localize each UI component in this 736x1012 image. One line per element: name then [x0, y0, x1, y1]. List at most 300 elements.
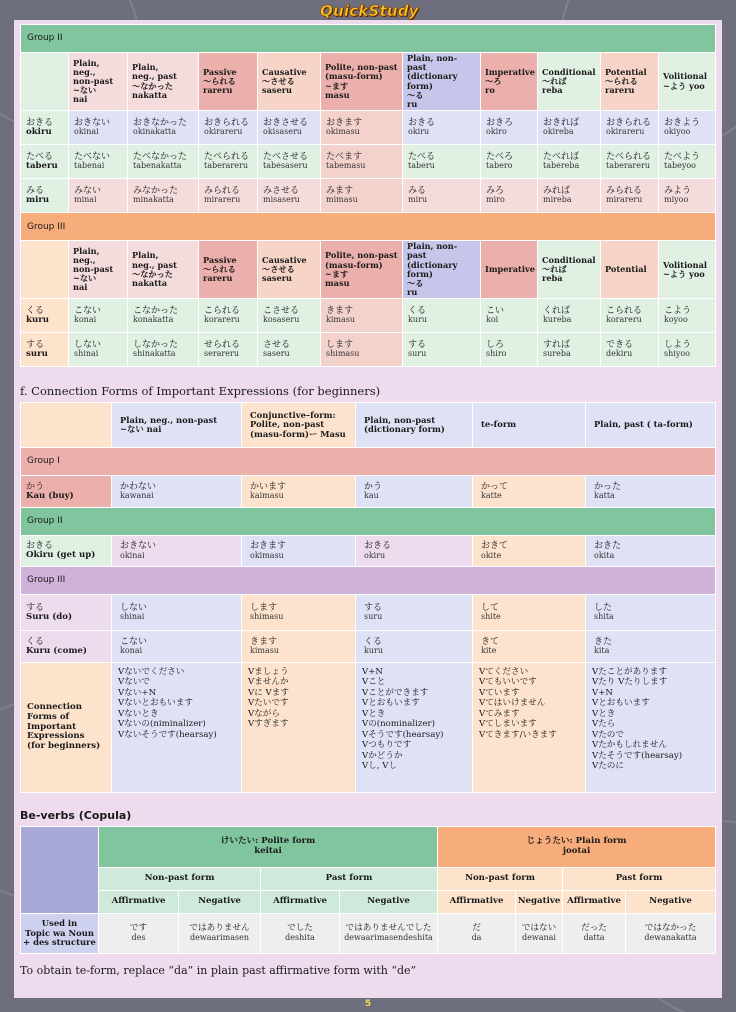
kana: でした: [287, 923, 313, 934]
verb-romaji: Suru (do): [26, 611, 73, 622]
verb-cell: [21, 299, 69, 333]
conjugation-cell: [481, 333, 538, 367]
kana: たべよう: [664, 152, 701, 163]
kana: します: [250, 602, 278, 613]
be-value-cell: [99, 914, 179, 954]
cf-header-1: [242, 403, 356, 448]
kana: くる: [408, 306, 427, 317]
form-header-9: [659, 241, 716, 299]
kana: くれば: [543, 306, 571, 317]
expression-line: Vてはいけません: [479, 698, 546, 709]
header-line: Plain, neg., non-past: [120, 414, 218, 425]
kana: おきない: [120, 541, 157, 552]
form-header-4: [321, 53, 403, 111]
kana: こない: [74, 306, 102, 317]
kana: たべない: [74, 152, 111, 163]
cf-header-3: [473, 403, 586, 448]
romaji: kosaseru: [263, 315, 300, 325]
expression-line: Vとき: [592, 708, 616, 719]
expression-line: Vそうです(hearsay): [362, 729, 444, 740]
romaji: kureba: [543, 315, 572, 325]
plain-form-header: じょうたい: Plain form jootai: [438, 827, 716, 868]
conjugation-cell: [128, 299, 199, 333]
header-line: ru: [407, 287, 418, 298]
header-line: Plain,: [132, 250, 159, 261]
form-header-0: [69, 53, 128, 111]
polite-past-aff: Affirmative: [261, 891, 340, 914]
conjugation-cell: [69, 333, 128, 367]
kana: せられる: [204, 340, 241, 351]
be-verbs-title: Be-verbs (Copula): [20, 809, 132, 822]
cf-verb-cell: [21, 595, 112, 631]
kana: おきます: [326, 118, 363, 129]
kana: おきる: [408, 118, 436, 129]
connection-forms-cell: [473, 663, 586, 793]
header-line: 〜なかった: [132, 268, 173, 279]
verb-kana: する: [26, 602, 45, 613]
expression-line: Vたのに: [592, 761, 624, 772]
plain-past-header: Past form: [563, 868, 716, 891]
form-header-7: [538, 241, 601, 299]
romaji: sureba: [543, 349, 571, 359]
expression-line: Vたそうです(hearsay): [592, 750, 683, 761]
romaji: kita: [594, 646, 610, 656]
romaji: shinai: [74, 349, 99, 359]
romaji: korareru: [606, 315, 642, 325]
cf-form-cell: [112, 631, 242, 663]
romaji: des: [131, 932, 146, 942]
conjugation-cell: [128, 111, 199, 145]
header-line: 〜る: [407, 89, 424, 100]
conjugation-cell: [403, 179, 481, 213]
verb-cell: [21, 179, 69, 213]
kana: みない: [74, 186, 102, 197]
expression-line: Vの(nominalizer): [362, 719, 435, 730]
header-line: (dictionary form): [364, 424, 445, 434]
kana: しない: [74, 340, 102, 351]
expression-line: Vかどうか: [362, 750, 403, 761]
kana: かう: [364, 481, 383, 492]
conjugation-cell: [321, 111, 403, 145]
verb-romaji: Okiru (get up): [26, 550, 96, 561]
verb-kana: おきる: [26, 117, 54, 128]
header-line: Potential: [605, 264, 647, 275]
plain-past-neg: Negative: [626, 891, 716, 914]
conjugation-cell: [403, 333, 481, 367]
romaji: minai: [74, 195, 97, 205]
expression-line: Vながら: [248, 708, 280, 719]
expression-line: Vましょう: [248, 667, 289, 677]
header-line: Volitional: [663, 71, 708, 82]
header-line: Passive: [203, 254, 237, 265]
header-line: masu: [325, 89, 350, 100]
expression-line: Vてもいいです: [479, 677, 537, 688]
expression-line: Vに Vます: [248, 687, 289, 698]
be-value-cell: [179, 914, 261, 954]
header-line: non-past: [73, 75, 114, 86]
conjugation-cell: [199, 111, 258, 145]
verb-kana: みる: [26, 185, 45, 196]
romaji: miru: [408, 195, 428, 205]
expression-line: Vないで: [118, 677, 150, 688]
conjugation-cell: [128, 145, 199, 179]
header-line: 〜られる: [203, 264, 236, 275]
be-value-cell: [626, 914, 716, 954]
conjugation-cell: [538, 111, 601, 145]
kana: させる: [263, 340, 291, 351]
conjugation-cell: [481, 179, 538, 213]
header-line: 〜ろ: [485, 75, 502, 86]
verb-romaji: suru: [26, 348, 48, 359]
kana: みれば: [543, 186, 571, 197]
header-line: ~ます: [325, 80, 349, 91]
romaji: dewaarimasen: [190, 932, 249, 942]
conjugation-cell: [601, 145, 659, 179]
romaji: dewanakatta: [644, 932, 697, 942]
header-line: nakatta: [132, 89, 168, 100]
header-line: nai: [73, 94, 88, 105]
kana: きます: [326, 306, 354, 317]
kana: する: [364, 602, 383, 613]
kana: ではない: [521, 923, 557, 934]
header-line: Volitional: [663, 259, 708, 270]
kana: すれば: [543, 340, 571, 351]
romaji: tabesaseru: [263, 161, 308, 171]
cf-form-cell: [112, 476, 242, 508]
kana: おきない: [74, 118, 111, 129]
polite-nonpast-header: Non-past form: [99, 868, 261, 891]
kana: おきます: [250, 541, 287, 552]
romaji: tabenakatta: [133, 161, 182, 171]
conjugation-cell: [601, 179, 659, 213]
conjugation-cell: [481, 299, 538, 333]
romaji: okimasu: [250, 550, 284, 560]
romaji: okita: [594, 550, 615, 560]
kana: しなかった: [133, 340, 179, 351]
kana: します: [326, 340, 354, 351]
conjugation-cell: [538, 333, 601, 367]
cf-form-cell: [356, 476, 473, 508]
expression-line: Vとおもいます: [362, 698, 420, 709]
conjugation-cell: [403, 299, 481, 333]
be-corner-cell: [21, 827, 99, 914]
romaji: mireba: [543, 195, 572, 205]
section-f-title: f. Connection Forms of Important Expressions (for beginners): [20, 384, 381, 398]
cf-form-cell: [473, 595, 586, 631]
form-header-5: [403, 53, 481, 111]
group-title-row: Group II: [21, 25, 716, 53]
header-line: Plain, non-past: [364, 414, 436, 425]
page-number: 5: [364, 999, 372, 1009]
conjugation-cell: [69, 145, 128, 179]
kana: みられる: [204, 186, 241, 197]
conjugation-cell: [258, 299, 321, 333]
be-value-cell: [516, 914, 563, 954]
cf-form-cell: [473, 476, 586, 508]
kana: みよう: [664, 186, 692, 197]
header-line: ~ない nai: [120, 424, 162, 434]
romaji: shimasu: [326, 349, 360, 359]
kana: おきなかった: [133, 118, 188, 129]
label-line: Important: [27, 721, 77, 732]
conjugation-cell: [258, 111, 321, 145]
label-line: (for beginners): [27, 740, 101, 751]
expression-line: Vてきます/いきます: [479, 729, 557, 740]
romaji: taberu: [408, 161, 435, 171]
header-line: 〜れば: [542, 75, 567, 86]
kana: おきさせる: [263, 118, 309, 129]
romaji: tabemasu: [326, 161, 366, 171]
conjugation-cell: [321, 145, 403, 179]
polite-past-header: Past form: [261, 868, 438, 891]
form-header-3: [258, 53, 321, 111]
form-header-7: [538, 53, 601, 111]
kana: みられる: [606, 186, 643, 197]
header-line: (masu-form): [325, 71, 383, 82]
form-header-4: [321, 241, 403, 299]
header-line: Plain, non-past: [407, 241, 458, 261]
romaji: katte: [481, 491, 502, 501]
kana: たべなかった: [133, 152, 188, 163]
romaji: konakatta: [133, 315, 174, 325]
connection-label-cell: [21, 663, 112, 793]
romaji: tabenai: [74, 161, 105, 171]
conjugation-cell: [601, 333, 659, 367]
romaji: da: [471, 932, 482, 942]
romaji: korareru: [204, 315, 240, 325]
kana: こられる: [204, 306, 241, 317]
romaji: suru: [408, 349, 427, 359]
cf-header-2: [356, 403, 473, 448]
verb-romaji: okiru: [26, 126, 52, 137]
form-header-8: [601, 53, 659, 111]
cf-form-cell: [586, 595, 716, 631]
kana: こなかった: [133, 306, 179, 317]
header-line: reba: [542, 273, 563, 284]
expression-line: Vたり Vたりします: [592, 677, 668, 688]
polite-past-neg: Negative: [340, 891, 438, 914]
cf-corner-cell: [21, 403, 112, 448]
romaji: suru: [364, 612, 383, 622]
form-header-5: [403, 241, 481, 299]
romaji: okinai: [120, 550, 145, 560]
cf-header-0: [112, 403, 242, 448]
romaji: kimasu: [250, 646, 280, 656]
romaji: okirareru: [606, 127, 645, 137]
kana: こい: [486, 306, 505, 317]
header-line: Plain, neg.,: [73, 245, 100, 265]
kana: です: [129, 923, 148, 934]
kana: する: [408, 340, 427, 351]
romaji: minakatta: [133, 195, 174, 205]
header-line: (dictionary form): [407, 259, 458, 279]
header-line: Potential: [605, 66, 647, 77]
kana: こられる: [606, 306, 643, 317]
be-value-cell: [340, 914, 438, 954]
header-line: Plain, non-past: [407, 53, 458, 73]
expression-line: Vことができます: [362, 687, 429, 698]
conjugation-cell: [258, 333, 321, 367]
expression-line: V+N: [362, 667, 383, 677]
expression-line: Vないとおもいます: [118, 698, 193, 709]
conjugation-cell: [659, 299, 716, 333]
verb-romaji: kuru: [26, 314, 49, 325]
kana: たべれば: [543, 152, 580, 163]
kana: かった: [594, 481, 622, 492]
verb-cell: [21, 333, 69, 367]
romaji: okimasu: [326, 127, 360, 137]
romaji: kimasu: [326, 315, 356, 325]
form-header-0: [69, 241, 128, 299]
plain-nonpast-neg: Negative: [516, 891, 563, 914]
romaji: okirareru: [204, 127, 243, 137]
romaji: okinakatta: [133, 127, 176, 137]
romaji: koi: [486, 315, 499, 325]
header-line: Imperative: [485, 264, 535, 275]
romaji: shinakatta: [133, 349, 176, 359]
cf-form-cell: [586, 631, 716, 663]
header-line: 〜る: [407, 277, 424, 288]
romaji: datta: [583, 932, 605, 942]
conjugation-cell: [69, 111, 128, 145]
kana: おきよう: [664, 118, 701, 129]
header-line: Causative: [262, 66, 307, 77]
header-line: 〜れば: [542, 264, 567, 275]
expression-line: Vたかもしれません: [592, 740, 667, 751]
be-row-label: Used in Topic wa Noun + des structure: [21, 914, 99, 954]
cf-form-cell: [473, 631, 586, 663]
polite-nonpast-aff: Affirmative: [99, 891, 179, 914]
romaji: kaimasu: [250, 491, 284, 501]
kana: くる: [364, 636, 383, 647]
form-header-6: [481, 241, 538, 299]
kana: かって: [481, 481, 509, 492]
kana: たべろ: [486, 152, 514, 163]
label-line: Expressions: [27, 731, 85, 742]
conjugation-cell: [481, 111, 538, 145]
kana: こない: [120, 636, 148, 647]
romaji: dekiru: [606, 349, 633, 359]
verb-kana: たべる: [26, 151, 54, 162]
expression-line: Vています: [479, 687, 520, 698]
quickstudy-logo: QuickStudy: [320, 2, 419, 20]
conjugation-cell: [538, 145, 601, 179]
verb-cell: [21, 145, 69, 179]
verb-kana: する: [26, 339, 45, 350]
header-line: 〜させる: [262, 264, 295, 275]
header-line: rareru: [203, 273, 233, 284]
expression-line: Vとき: [362, 708, 386, 719]
header-line: neg., past: [132, 259, 177, 270]
kana: こさせる: [263, 306, 300, 317]
header-line: masu: [325, 277, 350, 288]
romaji: katta: [594, 491, 615, 501]
romaji: okinai: [74, 127, 99, 137]
te-form-note: To obtain te-form, replace “da” in plain past affirmative form with “de”: [20, 964, 417, 977]
conjugation-cell: [258, 145, 321, 179]
conjugation-cell: [321, 299, 403, 333]
header-line: saseru: [262, 85, 292, 96]
cf-form-cell: [112, 595, 242, 631]
kana: だった: [581, 923, 607, 934]
romaji: mirareru: [606, 195, 643, 205]
connection-forms-cell: [356, 663, 473, 793]
connection-forms-cell: [586, 663, 716, 793]
form-header-2: [199, 241, 258, 299]
verb-kana: くる: [26, 305, 45, 316]
expression-line: Vし, Vし: [362, 761, 398, 772]
conjugation-cell: [258, 179, 321, 213]
form-header-1: [128, 53, 199, 111]
expression-line: V+N: [592, 687, 613, 698]
cf-group-title: Group III: [21, 567, 716, 595]
conjugation-cell: [128, 333, 199, 367]
conjugation-cell: [199, 145, 258, 179]
conjugation-cell: [128, 179, 199, 213]
romaji: kawanai: [120, 491, 154, 501]
conjugation-cell: [69, 299, 128, 333]
plain-past-aff: Affirmative: [563, 891, 626, 914]
conjugation-cell: [601, 111, 659, 145]
expression-line: Vないの(niminalizer): [118, 719, 206, 730]
expression-line: Vこと: [362, 677, 386, 688]
cf-header-4: [586, 403, 716, 448]
header-line: Polite, non-past: [250, 419, 325, 430]
plain-nonpast-header: Non-past form: [438, 868, 563, 891]
romaji: okireba: [543, 127, 574, 137]
header-line: (dictionary form): [407, 71, 458, 91]
romaji: okite: [481, 550, 502, 560]
conjugation-cell: [659, 333, 716, 367]
romaji: shiro: [486, 349, 507, 359]
conjugation-cell: [538, 299, 601, 333]
romaji: shite: [481, 612, 501, 622]
cf-form-cell: [356, 631, 473, 663]
connection-forms-table: [20, 402, 716, 793]
header-line: ~ない: [73, 85, 97, 96]
romaji: okisaseru: [263, 127, 302, 137]
header-line: Conditional: [542, 66, 596, 77]
kana: した: [594, 602, 613, 613]
expression-line: Vたことがあります: [592, 667, 667, 677]
cf-form-cell: [356, 595, 473, 631]
kana: おきれば: [543, 118, 580, 129]
kana: できる: [606, 340, 634, 351]
header-line: Polite, non-past: [325, 250, 398, 261]
label-line: Forms of: [27, 712, 70, 723]
header-line: Conjunctive–form:: [250, 409, 336, 420]
romaji: shiyoo: [664, 349, 690, 359]
romaji: saseru: [263, 349, 290, 359]
romaji: kuru: [364, 646, 383, 656]
polite-nonpast-neg: Negative: [179, 891, 261, 914]
romaji: kuru: [408, 315, 427, 325]
expression-line: Vてしまいます: [479, 719, 537, 730]
kana: かわない: [120, 481, 157, 492]
cf-form-cell: [586, 476, 716, 508]
kana: きて: [481, 636, 500, 647]
form-header-8: [601, 241, 659, 299]
header-line: 〜させる: [262, 75, 295, 86]
cf-form-cell: [473, 536, 586, 567]
conjugation-cell: [403, 145, 481, 179]
kana: おきた: [594, 541, 622, 552]
cf-verb-cell: [21, 476, 112, 508]
header-line: ~よう yoo: [663, 80, 705, 91]
conjugation-cell: [659, 145, 716, 179]
polite-form-header: けいたい: Polite form keitai: [99, 827, 438, 868]
header-line: rareru: [203, 85, 233, 96]
